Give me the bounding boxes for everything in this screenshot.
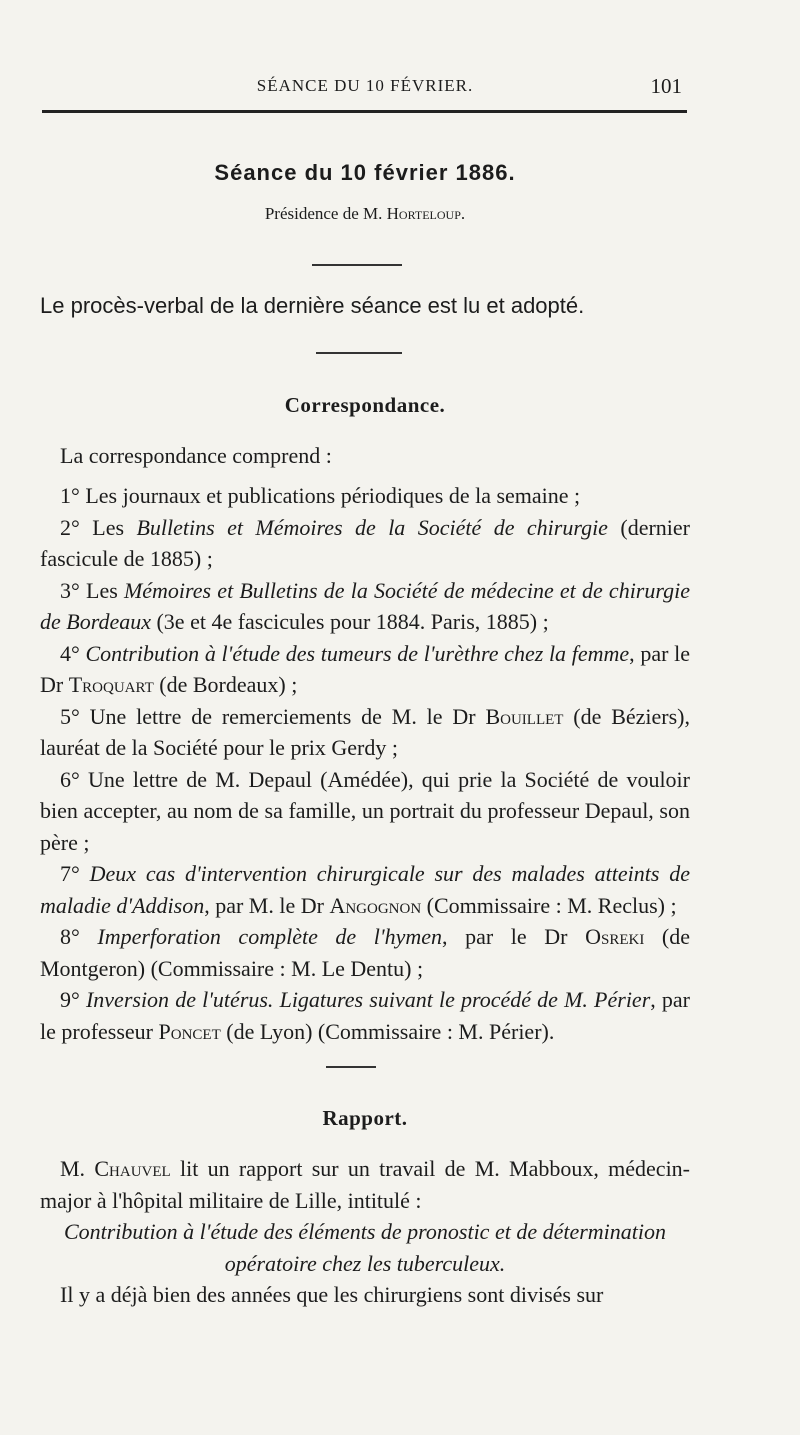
speaker-prefix: M. [60, 1156, 95, 1181]
header-rule [42, 110, 687, 113]
list-item [40, 512, 690, 575]
author-name: Osreki [585, 924, 645, 949]
presidency-prefix: Présidence de M. [264, 204, 387, 223]
item-number: 2° [60, 514, 80, 540]
separator-rule [316, 352, 402, 354]
page-number: 101 [650, 74, 682, 98]
intro-text: La correspondance comprend : [60, 443, 332, 468]
item-text: Les [92, 514, 137, 540]
presidency-line [0, 204, 730, 224]
session-title: Séance du 10 février 1886. [214, 160, 516, 185]
speaker-name: Chauvel [94, 1156, 171, 1181]
list-item [40, 984, 690, 1047]
item-number: 7° [60, 861, 80, 886]
item-text: , par le Dr [442, 924, 586, 949]
separator-rule [326, 1066, 376, 1068]
item-text: (de Lyon) (Commissaire : M. Périer). [220, 1018, 555, 1044]
rapport-paragraph [40, 1153, 690, 1216]
president-name: Horteloup. [386, 204, 466, 223]
author-name: Troquart [68, 672, 154, 697]
correspondance-list [40, 480, 690, 1047]
list-item [40, 638, 690, 701]
item-number: 4° [60, 640, 80, 666]
item-text: , par le Dr [40, 640, 691, 697]
rapport-body [40, 1153, 690, 1311]
item-text: Une lettre de remerciements de M. le Dr [89, 703, 486, 729]
item-number: 9° [60, 987, 80, 1012]
item-text: , par le professeur [40, 987, 691, 1044]
list-item [40, 764, 690, 859]
list-item [40, 575, 690, 638]
item-text: (Commissaire : M. Reclus) ; [421, 892, 677, 918]
item-text: Les journaux et publications périodiques de la semaine ; [85, 483, 581, 508]
separator-rule [312, 264, 402, 266]
item-text: (de Béziers), lauréat de la Société pour le prix Gerdy ; [40, 703, 691, 760]
item-title: Deux cas d'intervention chirurgicale sur des malades atteints de maladie d'Addison [40, 861, 690, 918]
list-item [40, 701, 690, 764]
item-text: Une lettre de M. Depaul (Amédée), qui prie la Société de vouloir bien accepter, au nom de sa famille, un portrait du professeur Depaul, son père ; [40, 766, 691, 855]
item-title: Bulletins et Mémoires de la Société de chirurgie [136, 514, 608, 540]
author-name: Bouillet [485, 703, 564, 729]
proces-verbal: Le procès-verbal de la dernière séance est lu et adopté. [40, 293, 585, 318]
item-number: 6° [60, 766, 80, 792]
item-text: , par M. le Dr [204, 892, 330, 918]
item-number: 3° [60, 577, 80, 603]
running-title: SÉANCE DU 10 FÉVRIER. [256, 76, 474, 95]
work-title: Contribution à l'étude des éléments de pronostic et de détermination opératoire chez les tuberculeux. [63, 1219, 667, 1276]
rapport-last-line: Il y a déjà bien des années que les chirurgiens sont divisés sur [60, 1282, 604, 1307]
item-number: 5° [60, 703, 80, 729]
correspondance-heading: Correspondance. [284, 393, 446, 417]
item-number: 8° [60, 924, 80, 949]
item-title: Contribution à l'étude des tumeurs de l'urèthre chez la femme [85, 640, 630, 666]
running-header [40, 76, 690, 102]
correspondance-intro [40, 440, 690, 472]
rapport-text: lit un rapport sur un travail de M. Mabboux, médecin-major à l'hôpital militaire de Lille, intitulé : [40, 1156, 691, 1213]
item-title: Inversion de l'utérus. Ligatures suivant le procédé de M. Périer [85, 987, 651, 1012]
item-title: Mémoires et Bulletins de la Société de médecine et de chirurgie de Bordeaux [40, 577, 690, 634]
item-text: (de Montgeron) (Commissaire : M. Le Dentu) ; [40, 924, 691, 981]
item-text: (de Bordeaux) ; [153, 672, 298, 697]
item-text: Les [86, 577, 124, 603]
author-name: Poncet [158, 1018, 221, 1044]
list-item [40, 858, 690, 921]
list-item [40, 480, 690, 512]
item-number: 1° [60, 483, 80, 508]
item-text: (dernier fascicule de 1885) ; [40, 514, 691, 571]
item-text: (3e et 4e fascicules pour 1884. Paris, 1885) ; [150, 609, 549, 634]
list-item [40, 921, 690, 984]
author-name: Angognon [329, 892, 422, 918]
item-title: Imperforation complète de l'hymen [97, 924, 443, 949]
rapport-heading: Rapport. [322, 1106, 408, 1130]
